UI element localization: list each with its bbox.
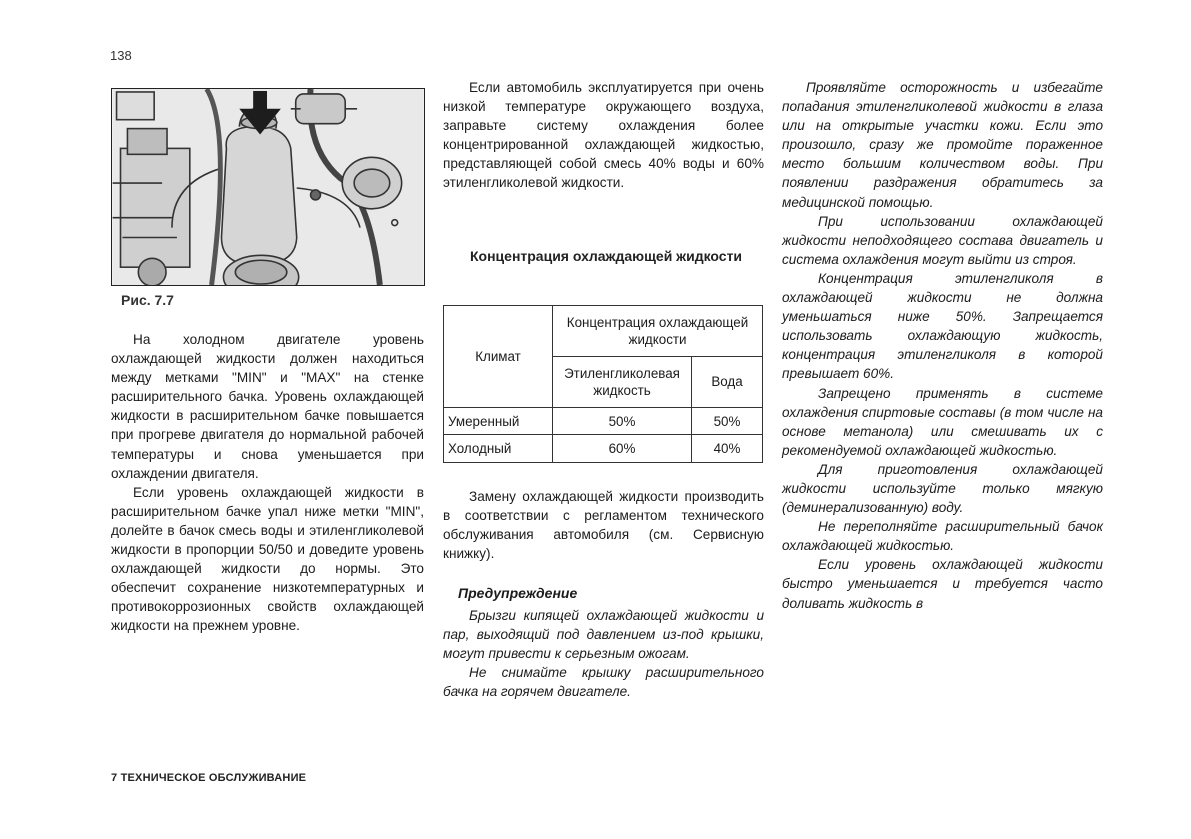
cell-climate: Холодный: [444, 435, 553, 463]
cell-glycol: 60%: [553, 435, 692, 463]
replacement-text: [443, 487, 764, 563]
warning-title: Предупреждение: [458, 585, 578, 601]
column-3-text: [782, 78, 1103, 613]
paragraph: Замену охлаждающей жидкости производить в соответствии с регламентом технического обслуживания автомобиля (см. Сервисную книжку).: [443, 489, 764, 562]
paragraph: При использовании охлаждающей жидкости неподходящего состава двигатель и система охлаждения могут выйти из строя.: [782, 213, 1103, 267]
paragraph: Не снимайте крышку расширительного бачка на горячем двигателе.: [443, 665, 764, 700]
cell-climate: Умеренный: [444, 407, 553, 435]
table-header-row: [444, 306, 763, 357]
paragraph: Брызги кипящей охлаждающей жидкости и пар, выходящий под давлением из-под крышки, могут привести к серьезным ожогам.: [443, 608, 764, 662]
header-water: Вода: [692, 356, 763, 407]
cell-water: 40%: [692, 435, 763, 463]
coolant-reservoir-illustration-icon: [112, 89, 424, 285]
table-row: [444, 435, 763, 463]
paragraph: Концентрация этиленгликоля в охлаждающей жидкости не должна уменьшаться ниже 50%. Запрещается использовать охлаждающую жидкость, концентрация этиленгликоля в которой превышает 60%.: [782, 270, 1103, 382]
cell-water: 50%: [692, 407, 763, 435]
paragraph: Если автомобиль эксплуатируется при очень низкой температуре окружающего воздуха, заправьте систему охлаждения более концентрированной охлаждающей жидкостью, представляющей собой смесь 40% воды и 60% этиленгликолевой жидкости.: [443, 80, 764, 191]
paragraph: На холодном двигателе уровень охлаждающей жидкости должен находиться между метками "MIN" и "MAX" на стенке расширительного бачка. Уровень охлаждающей жидкости в расширительном бачке повышается при прогреве двигателя до нормальной рабочей температуры и снова уменьшается при охлаждении двигателя.: [111, 332, 424, 481]
cell-glycol: 50%: [553, 407, 692, 435]
table-row: [444, 407, 763, 435]
warning-text: [443, 606, 764, 701]
header-glycol: Этиленгликолевая жидкость: [553, 356, 692, 407]
figure-coolant-reservoir: [111, 88, 425, 286]
header-concentration: Концентрация охлаждающей жидкости: [553, 306, 763, 357]
figure-caption: Рис. 7.7: [121, 292, 174, 308]
paragraph: Для приготовления охлаждающей жидкости используйте только мягкую (деминерализованную) воду.: [782, 461, 1103, 516]
coolant-concentration-table: [443, 305, 763, 463]
paragraph: Если уровень охлаждающей жидкости в расширительном бачке упал ниже метки "MIN", долейте в бачок смесь воды и этиленгликолевой жидкости в пропорции 50/50 и доведите уровень охлаждающей жидкости до нормы. Это обеспечит сохранение низкотемпературных и противокоррозионных свойств охлаждающей жидкости на прежнем уровне.: [111, 484, 424, 634]
paragraph: Если уровень охлаждающей жидкости быстро уменьшается и требуется часто доливать жидкость в: [782, 557, 1103, 611]
section-footer: 7 ТЕХНИЧЕСКОЕ ОБСЛУЖИВАНИЕ: [111, 772, 307, 784]
paragraph: Запрещено применять в системе охлаждения спиртовые составы (в том числе на основе метанола) или смешивать их с рекомендуемой охлаждающей жидкостью.: [782, 385, 1103, 458]
header-climate: Климат: [444, 306, 553, 408]
paragraph: Проявляйте осторожность и избегайте попадания этиленгликолевой жидкости в глаза или на открытые участки кожи. Если это произошло, сразу же промойте пораженное место большим количеством воды. При появлении раздражения обратитесь за медицинской помощью.: [782, 80, 1103, 210]
paragraph: Не переполняйте расширительный бачок охлаждающей жидкостью.: [782, 519, 1103, 554]
page-number: 138: [110, 48, 132, 63]
table-heading: Концентрация охлаждающей жидкости: [470, 248, 743, 264]
column-2-intro: [443, 78, 764, 193]
column-1-text: [111, 330, 424, 636]
